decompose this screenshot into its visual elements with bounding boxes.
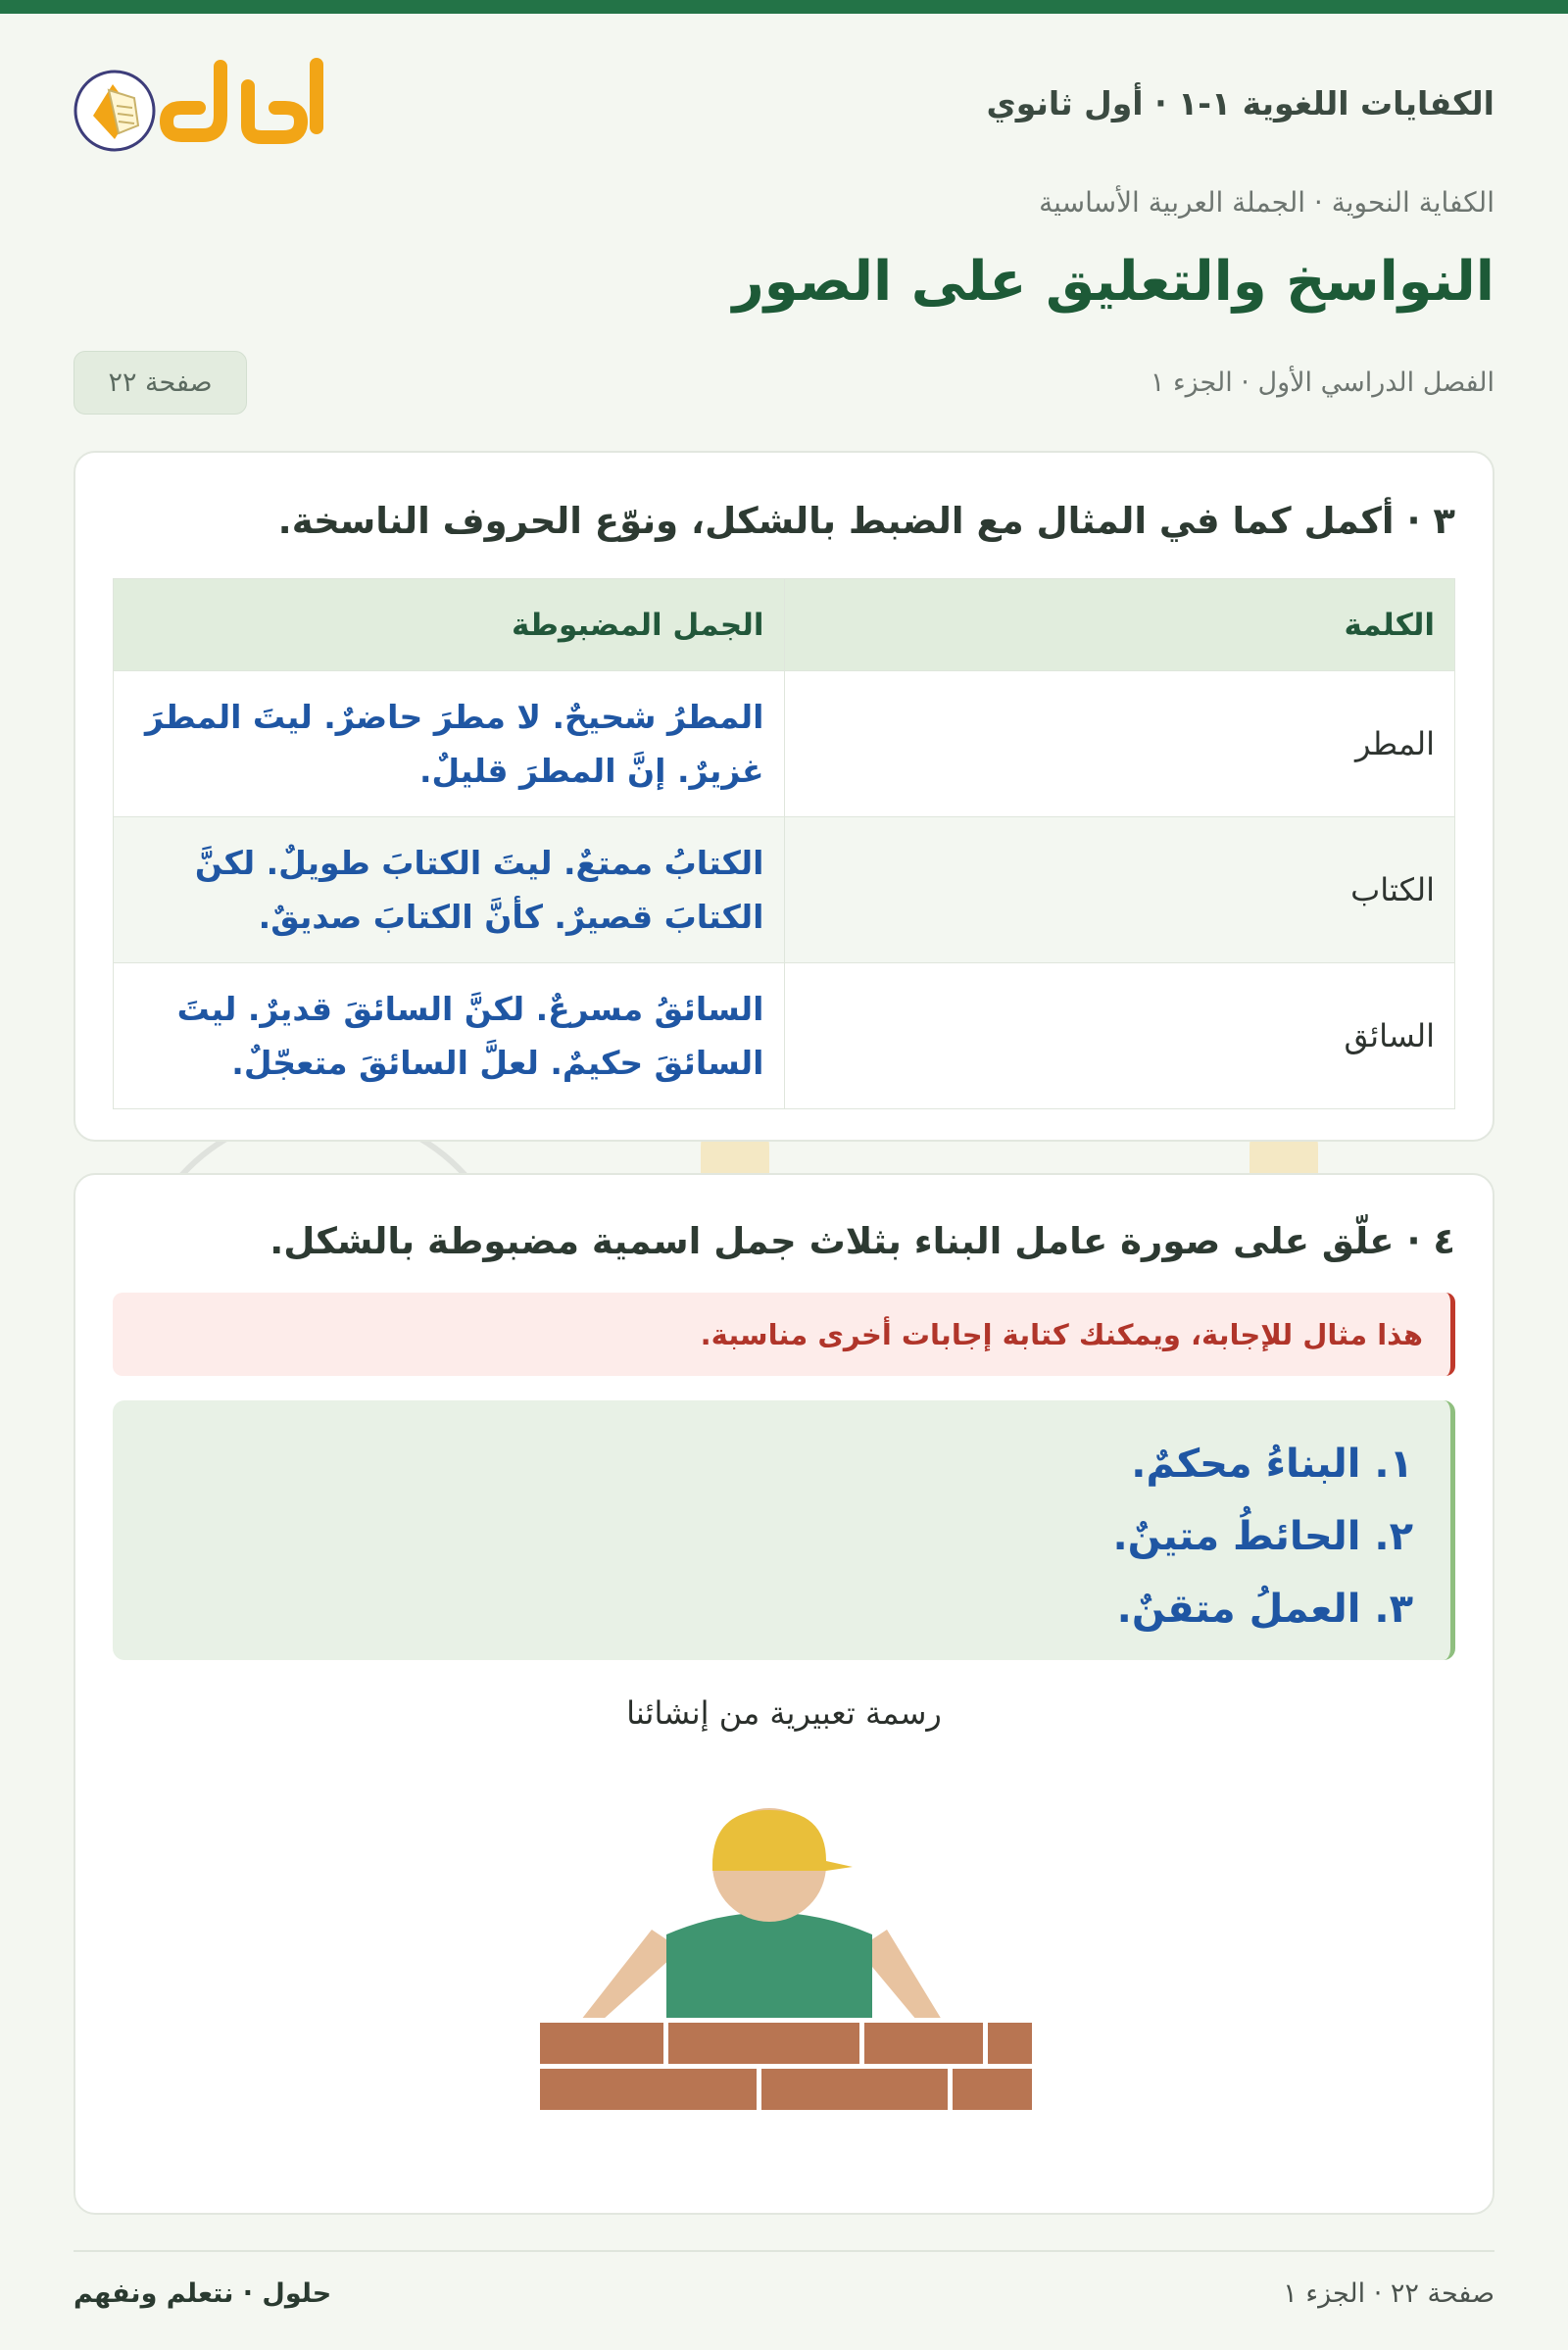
table-row xyxy=(114,963,1455,1109)
helmet-icon xyxy=(712,1810,853,1871)
answer-item: ٢. الحائطُ متينٌ. xyxy=(1112,1514,1413,1559)
question-3-card xyxy=(74,451,1494,1142)
lesson-subtitle: الكفاية النحوية · الجملة العربية الأساسية xyxy=(1039,186,1494,219)
question-3-title: ٣ · أكمل كما في المثال مع الضبط بالشكل، ونوّع الحروف الناسخة. xyxy=(277,500,1455,542)
word-cell: السائق xyxy=(784,963,1455,1109)
construction-worker-illustration xyxy=(456,1763,1112,2135)
answer-item: ١. البناءُ محكمٌ. xyxy=(1131,1442,1413,1487)
sentences-cell: السائقُ مسرعٌ. لكنَّ السائقَ قديرٌ. ليتَ السائقَ حكيمٌ. لعلَّ السائقَ متعجّلٌ. xyxy=(114,963,785,1109)
question-4-card xyxy=(74,1173,1494,2215)
worker-shirt xyxy=(666,1913,872,2021)
word-cell: الكتاب xyxy=(784,817,1455,963)
table-header-row xyxy=(114,579,1455,671)
table-row xyxy=(114,817,1455,963)
example-note: هذا مثال للإجابة، ويمكنك كتابة إجابات أخرى مناسبة. xyxy=(113,1293,1455,1376)
page-header xyxy=(74,57,1494,165)
answers-box xyxy=(113,1400,1455,1660)
hulul-logo[interactable] xyxy=(74,57,328,165)
series-title: الكفايات اللغوية ١-١ · أول ثانوي xyxy=(986,84,1494,122)
term-label: الفصل الدراسي الأول · الجزء ١ xyxy=(1150,367,1494,398)
column-header-sentences: الجمل المضبوطة xyxy=(114,579,785,671)
top-accent-bar xyxy=(0,0,1568,14)
left-arm xyxy=(581,1930,681,2020)
sentences-cell: الكتابُ ممتعٌ. ليتَ الكتابَ طويلٌ. لكنَّ الكتابَ قصيرٌ. كأنَّ الكتابَ صديقٌ. xyxy=(114,817,785,963)
word-cell: المطر xyxy=(784,671,1455,817)
sentences-cell: المطرُ شحيحٌ. لا مطرَ حاضرٌ. ليتَ المطرَ غزيرٌ. إنَّ المطرَ قليلٌ. xyxy=(114,671,785,817)
footer-page-info: صفحة ٢٢ · الجزء ١ xyxy=(1283,2278,1494,2309)
question-4-title: ٤ · علّق على صورة عامل البناء بثلاث جمل اسمية مضبوطة بالشكل. xyxy=(270,1220,1455,1262)
page-title: النواسخ والتعليق على الصور xyxy=(732,250,1494,314)
answer-item: ٣. العملُ متقنٌ. xyxy=(1116,1587,1413,1632)
words-table xyxy=(113,578,1455,1109)
table-row xyxy=(114,671,1455,817)
page-number-badge: صفحة ٢٢ xyxy=(74,351,247,415)
column-header-word: الكلمة xyxy=(784,579,1455,671)
footer-divider xyxy=(74,2250,1494,2252)
illustration-caption: رسمة تعبيرية من إنشائنا xyxy=(626,1694,942,1732)
footer-brand: حلول · نتعلم ونفهم xyxy=(74,2278,332,2309)
